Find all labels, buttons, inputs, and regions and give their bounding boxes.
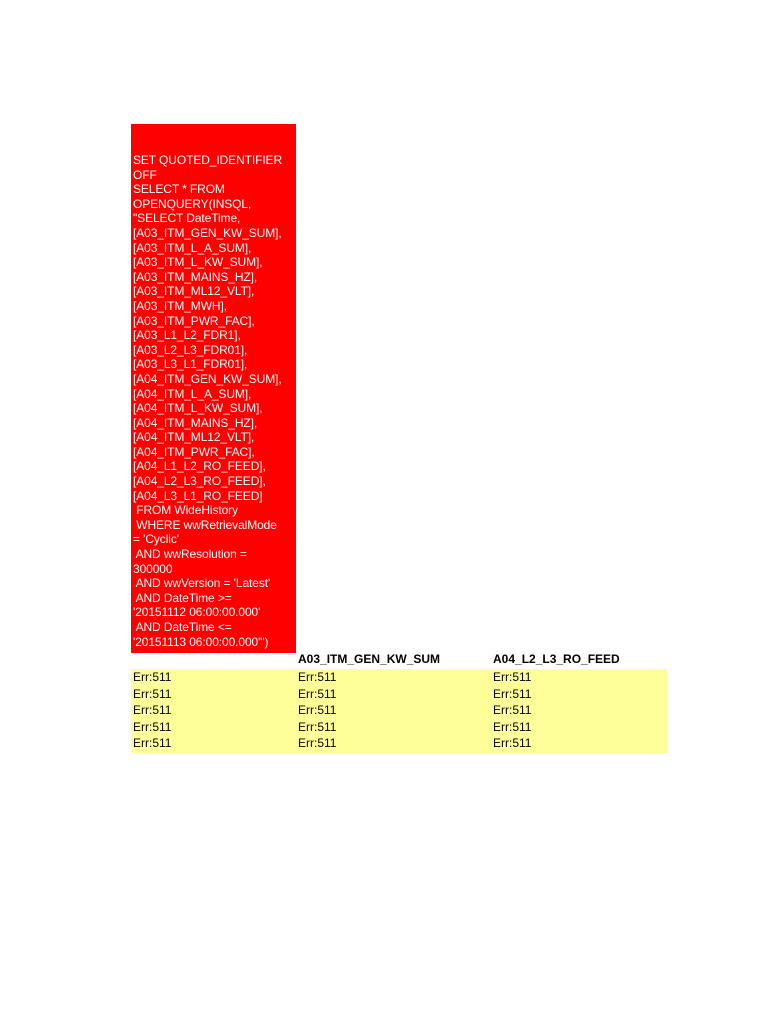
table-cell[interactable]: Err:511 — [133, 686, 172, 701]
query-line: SET QUOTED_IDENTIFIER — [133, 153, 283, 167]
table-cell[interactable]: Err:511 — [298, 719, 337, 734]
query-line: 300000 — [133, 561, 173, 576]
query-line: = 'Cyclic' — [133, 532, 179, 547]
table-row — [131, 669, 667, 686]
query-line: [A03_L3_L1_FDR01], — [133, 357, 248, 372]
table-cell[interactable]: Err:511 — [493, 670, 532, 684]
query-line: [A03_ITM_GEN_KW_SUM], — [133, 225, 282, 240]
table-cell[interactable]: Err:511 — [133, 719, 172, 734]
query-line: [A03_ITM_PWR_FAC], — [133, 313, 255, 328]
table-row — [131, 735, 667, 752]
query-line: OPENQUERY(INSQL, — [133, 196, 252, 211]
query-line: AND wwVersion = 'Latest' — [133, 576, 271, 591]
query-line: '20151113 06:00:00.000'") — [133, 634, 269, 649]
table-cell[interactable]: Err:511 — [133, 736, 172, 751]
table-row — [131, 702, 667, 719]
table-cell[interactable]: Err:511 — [493, 736, 532, 751]
query-line: '20151112 06:00:00.000' — [133, 605, 261, 620]
table-cell[interactable]: Err:511 — [298, 703, 337, 718]
query-line: [A04_ITM_L_KW_SUM], — [133, 401, 263, 416]
query-line: [A04_ITM_GEN_KW_SUM], — [133, 371, 282, 386]
table-cell[interactable]: Err:511 — [133, 670, 172, 684]
query-line: [A04_L3_L1_RO_FEED] — [133, 488, 263, 503]
query-line: AND DateTime <= — [133, 620, 232, 634]
query-line: "SELECT DateTime, — [133, 211, 241, 226]
table-cell[interactable]: Err:511 — [298, 686, 337, 701]
query-line: [A03_ITM_L_KW_SUM], — [133, 255, 263, 270]
query-line: [A03_L2_L3_FDR01], — [133, 342, 248, 357]
query-line: [A04_ITM_PWR_FAC], — [133, 444, 255, 459]
query-line: [A04_ITM_ML12_VLT], — [133, 430, 255, 445]
table-row — [131, 686, 667, 703]
query-line: [A03_ITM_L_A_SUM], — [133, 240, 252, 255]
table-cell[interactable]: Err:511 — [493, 686, 532, 701]
query-line: AND DateTime >= — [133, 590, 232, 605]
table-cell[interactable]: Err:511 — [493, 719, 532, 734]
query-line: [A04_L1_L2_RO_FEED], — [133, 459, 266, 474]
query-line: [A04_ITM_L_A_SUM], — [133, 386, 252, 401]
query-line: FROM WideHistory — [133, 503, 238, 518]
query-line: [A04_ITM_MAINS_HZ], — [133, 415, 258, 430]
query-line: [A03_L1_L2_FDR1], — [133, 328, 241, 343]
query-line: [A03_ITM_ML12_VLT], — [133, 284, 255, 299]
table-header-row — [131, 651, 667, 669]
table-cell[interactable]: Err:511 — [298, 670, 337, 684]
table-cell[interactable]: Err:511 — [493, 703, 532, 718]
query-line: WHERE wwRetrievalMode — [133, 517, 277, 532]
sql-query-cell[interactable] — [131, 124, 296, 653]
query-line: SELECT * FROM — [133, 182, 225, 197]
column-header-a03-gen-kw-sum[interactable]: A03_ITM_GEN_KW_SUM — [298, 652, 441, 666]
column-header-a04-l2-l3-ro-feed[interactable]: A04_L2_L3_RO_FEED — [493, 652, 620, 666]
table-cell[interactable]: Err:511 — [133, 703, 172, 718]
query-line: OFF — [133, 167, 157, 182]
query-line: [A03_ITM_MWH], — [133, 298, 227, 313]
table-cell[interactable]: Err:511 — [298, 736, 337, 751]
results-table — [131, 669, 667, 753]
query-line: [A04_L2_L3_RO_FEED], — [133, 474, 266, 489]
query-line: AND wwResolution = — [133, 547, 247, 562]
query-line: [A03_ITM_MAINS_HZ], — [133, 269, 258, 284]
table-row — [131, 719, 667, 736]
